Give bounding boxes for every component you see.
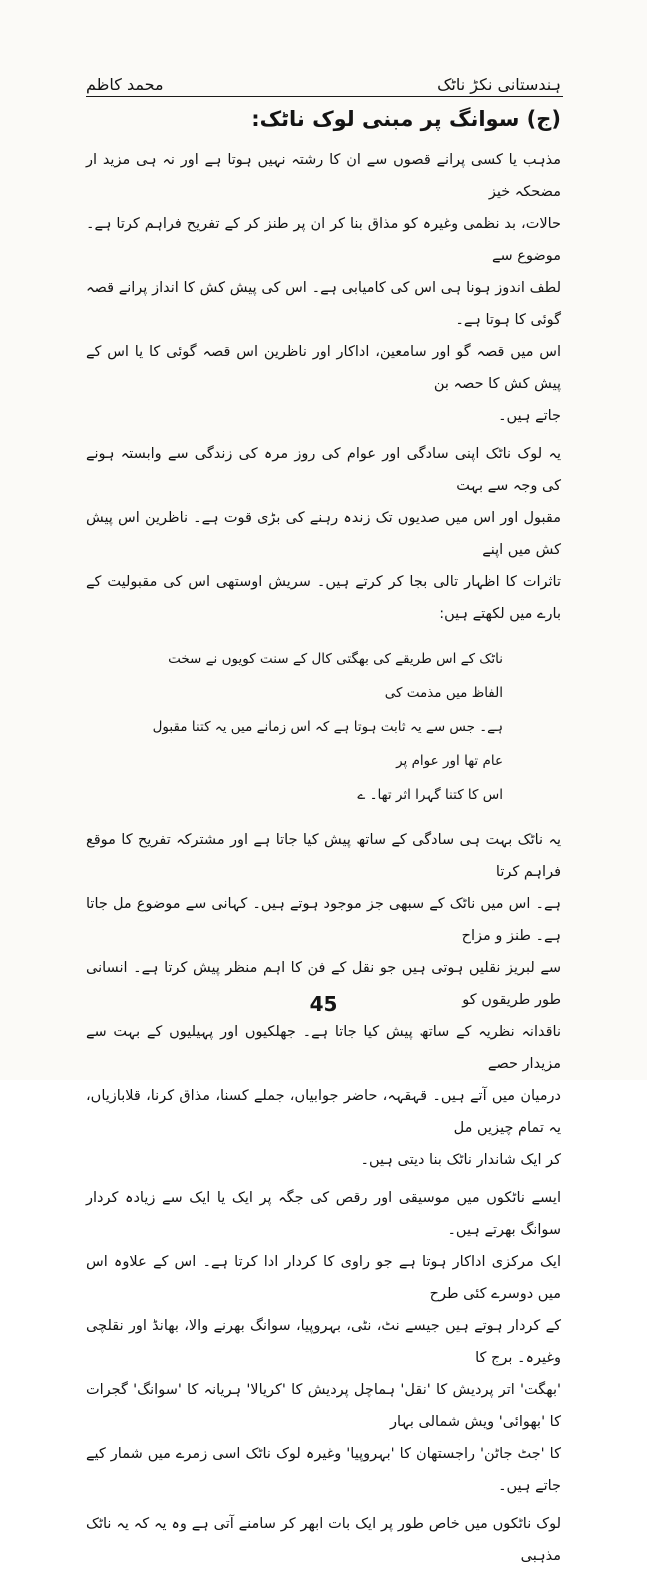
text-line: ہے۔ اس میں ناٹک کے سبھی جز موجود ہوتے ہیں۔ کہانی سے موضوع مل جاتا ہے۔ طنز و مزاح bbox=[86, 896, 561, 944]
text-line: سے لبریز نقلیں ہوتی ہیں جو نقل کے فن کا اہم منظر پیش کرتا ہے۔ انسانی طور طریقوں کو bbox=[86, 960, 561, 1008]
block-quote bbox=[144, 642, 503, 812]
quote-line: ہے۔ جس سے یہ ثابت ہوتا ہے کہ اس زمانے میں یہ کتنا مقبول عام تھا اور عوام پر bbox=[152, 719, 503, 769]
author-name: محمد کاظم bbox=[86, 75, 164, 94]
text-line: 'بھگت' اتر پردیش کا 'نقل' ہماچل پردیش کا 'کریالا' ہریانہ کا 'سوانگ' گجرات کا 'بھوائی' ویش شمالی بہار bbox=[86, 1382, 561, 1430]
text-line: لوک ناٹکوں میں خاص طور پر ایک بات ابھر کر سامنے آتی ہے وہ یہ کہ یہ ناٹک مذہبی bbox=[86, 1516, 561, 1564]
quote-line: ناٹک کے اس طریقے کی بھگتی کال کے سنت کویوں نے سخت الفاظ میں مذمت کی bbox=[168, 651, 503, 701]
paragraph bbox=[86, 144, 561, 432]
text-line: کر ایک شاندار ناٹک بنا دیتی ہیں۔ bbox=[360, 1152, 561, 1168]
text-line: مذہب یا کسی پرانے قصوں سے ان کا رشتہ نہیں ہوتا ہے اور نہ ہی مزید ار مضحکہ خیز bbox=[86, 152, 561, 200]
text-line: ایسے ناٹکوں میں موسیقی اور رقص کی جگہ پر ایک یا ایک سے زیادہ کردار سوانگ بھرتے ہیں۔ bbox=[86, 1190, 561, 1238]
paragraph bbox=[86, 1508, 561, 1572]
paragraph bbox=[86, 1182, 561, 1502]
text-line: کے کردار ہوتے ہیں جیسے نٹ، نٹی، بہروپیا، سوانگ بھرنے والا، بھانڈ اور نقلچی وغیرہ۔ برج کا bbox=[86, 1318, 561, 1366]
paragraph bbox=[86, 438, 561, 630]
text-line: یہ لوک ناٹک اپنی سادگی اور عوام کی روز مرہ کی زندگی سے وابستہ ہونے کی وجہ سے بہت bbox=[86, 446, 561, 494]
page-body bbox=[86, 100, 561, 1578]
text-line: درمیان میں آتے ہیں۔ قہقہہ، حاضر جوابیاں، جملے کسنا، مذاق کرنا، قلابازیاں، یہ تمام چیزیں مل bbox=[86, 1088, 561, 1136]
text-line: ناقدانہ نظریہ کے ساتھ پیش کیا جاتا ہے۔ جھلکیوں اور پہیلیوں کے بہت سے مزیدار حصے bbox=[86, 1024, 561, 1072]
quote-line: اس کا کتنا گہرا اثر تھا۔ ے bbox=[357, 787, 503, 803]
page-header bbox=[86, 64, 561, 94]
text-line: اس میں قصہ گو اور سامعین، اداکار اور ناظرین اس قصہ گوئی کا یا اس کے پیش کش کا حصہ بن bbox=[86, 344, 561, 392]
text-line: جاتے ہیں۔ bbox=[498, 408, 561, 424]
section-heading: (ج) سوانگ پر مبنی لوک ناٹک: bbox=[251, 107, 561, 131]
text-line: کا 'جٹ جاٹن' راجستھان کا 'بہروپیا' وغیرہ لوک ناٹک اسی زمرے میں شمار کیے جاتے ہیں۔ bbox=[86, 1446, 561, 1494]
text-line: لطف اندوز ہونا ہی اس کی کامیابی ہے۔ اس کی پیش کش کا انداز پرانے قصہ گوئی کا ہوتا ہے۔ bbox=[86, 280, 561, 328]
page-number: 45 bbox=[309, 992, 338, 1016]
book-title: ہندستانی نکڑ ناٹک bbox=[437, 75, 561, 94]
text-line: مقبول اور اس میں صدیوں تک زندہ رہنے کی بڑی قوت ہے۔ ناظرین اس پیش کش میں اپنے bbox=[86, 510, 561, 558]
header-rule bbox=[86, 96, 563, 97]
text-line: حالات، بد نظمی وغیرہ کو مذاق بنا کر ان پر طنز کر کے تفریح فراہم کرتا ہے۔ موضوع سے bbox=[86, 216, 561, 264]
text-line: ایک مرکزی اداکار ہوتا ہے جو راوی کا کردار ادا کرتا ہے۔ اس کے علاوہ اس میں دوسرے کئی طرح bbox=[86, 1254, 561, 1302]
text-line: تاثرات کا اظہار تالی بجا کر کرتے ہیں۔ سریش اوستھی اس کی مقبولیت کے بارے میں لکھتے ہیں: bbox=[86, 574, 561, 622]
text-line: یہ ناٹک بہت ہی سادگی کے ساتھ پیش کیا جاتا ہے اور مشترکہ تفریح کا موقع فراہم کرتا bbox=[86, 832, 561, 880]
